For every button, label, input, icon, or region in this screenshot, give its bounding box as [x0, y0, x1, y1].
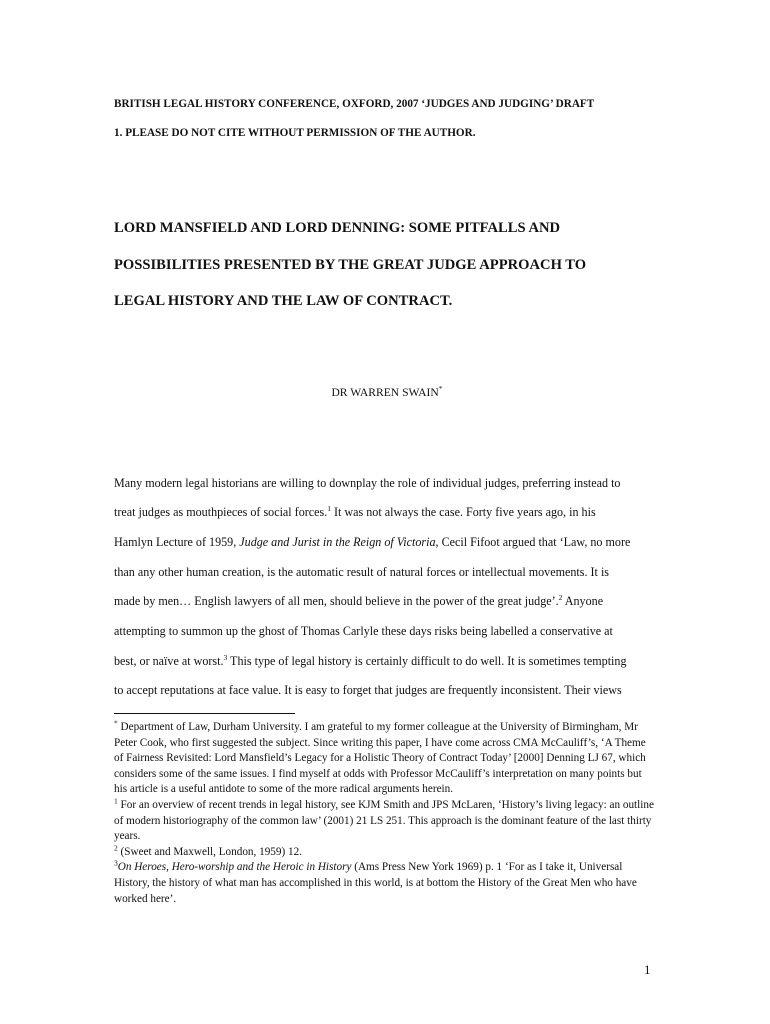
author-footnote-mark: * [438, 384, 443, 394]
body-line-1: Many modern legal historians are willing to downplay the role of individual judges, preferring instead to [114, 476, 621, 490]
body-line-7: best, or naïve at worst.$^3$ This type of legal history is certainly difficult to do well. It is sometimes tempting [114, 652, 627, 668]
paper-title-line-1: LORD MANSFIELD AND LORD DENNING: SOME PITFALLS AND [114, 220, 561, 236]
body-line-2: treat judges as mouthpieces of social forces.$^1$ It was not always the case. Forty five years ago, in his [114, 503, 596, 519]
footnote-ref-3: 3 [223, 652, 228, 662]
footnotes [114, 720, 654, 907]
page-number: 1 [644, 962, 651, 977]
body-line-3: Hamlyn Lecture of 1959, Judge and Jurist in the Reign of Victoria, Cecil Fifoot argued that ‘Law, no more [114, 535, 631, 549]
footnote-3: $^3$On Heroes, Hero-worship and the Heroic in History (Ams Press New York 1969) p. 1 ‘For as I take it, Universal History, the history of what man has accomplished in this world, is at bottom the History of the Great Men who have worked here’. [114, 858, 637, 905]
footnote-divider [114, 713, 295, 714]
footnote-ref-1: 1 [327, 503, 331, 513]
author-line [0, 386, 770, 399]
body-line-8: to accept reputations at face value. It is easy to forget that judges are frequently inconsistent. Their views [114, 683, 622, 697]
conference-header-line-1: BRITISH LEGAL HISTORY CONFERENCE, OXFORD, 2007 ‘JUDGES AND JUDGING’ DRAFT [114, 98, 595, 110]
footnote-star: * Department of Law, Durham University. I am grateful to my former colleague at the University of Birmingham, Mr Peter Cook, who first suggested the subject. Since writing this paper, I have come across CMA McCauliff’s, ‘A Theme of Fairness Revisited: Lord Mansfield’s Legacy for a Holistic Theory of Contract Today’ [2000] Denning LJ 67, which considers some of the same issues. I find myself at odds with Professor McCauliff’s interpretation on many points but his article is a useful antidote to some of the more radical arguments herein. [114, 718, 646, 796]
book-title: Judge and Jurist in the Reign of Victoria [239, 535, 436, 549]
paper-title-line-3: LEGAL HISTORY AND THE LAW OF CONTRACT. [114, 293, 453, 309]
body-line-4: than any other human creation, is the automatic result of natural forces or intellectual movements. It is [114, 565, 610, 579]
paper-title-line-2: POSSIBILITIES PRESENTED BY THE GREAT JUDGE APPROACH TO [114, 257, 587, 273]
footnote-1: $^1$ For an overview of recent trends in legal history, see KJM Smith and JPS McLaren, ‘History’s living legacy: an outline of modern historiography of the common law’ (2001) 21 LS 251. This approach is the dominant feature of the last thirty years. [114, 796, 654, 843]
conference-header-line-2: 1. PLEASE DO NOT CITE WITHOUT PERMISSION OF THE AUTHOR. [114, 127, 476, 139]
author-name: DR WARREN SWAIN [331, 386, 439, 399]
footnote-ref-2: 2 [558, 592, 563, 602]
body-line-5: made by men… English lawyers of all men, should believe in the power of the great judge’.$^2$ Anyone [114, 592, 604, 608]
body-line-6: attempting to summon up the ghost of Thomas Carlyle these days risks being labelled a conservative at [114, 624, 613, 638]
footnote-2: $^2$ (Sweet and Maxwell, London, 1959) 12. [114, 843, 302, 858]
